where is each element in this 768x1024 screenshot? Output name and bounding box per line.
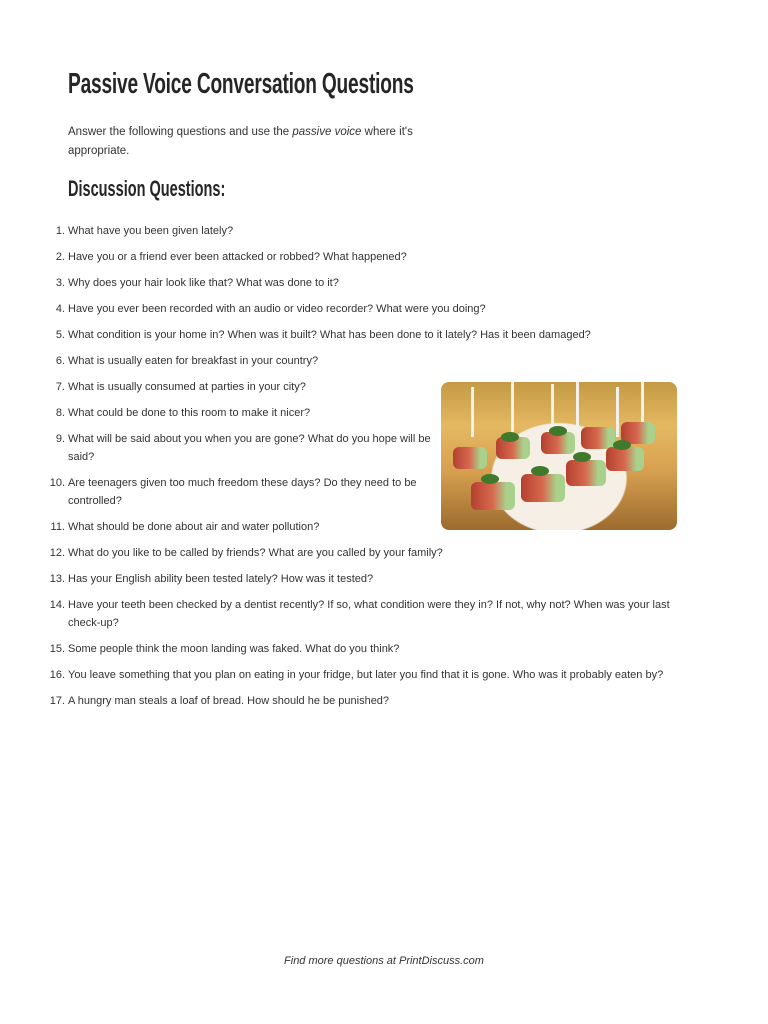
question-text: Why does your hair look like that? What was done to it?: [68, 277, 339, 289]
question-text: Have you ever been recorded with an audio or video recorder? What were you doing?: [68, 303, 486, 315]
question-text: You leave something that you plan on eating in your fridge, but later you find that it is gone. Who was it probably eaten by?: [68, 669, 664, 681]
intro-before: Answer the following questions and use the: [68, 126, 293, 138]
question-number: 6.: [55, 355, 65, 367]
appetizer-photo: [441, 382, 677, 530]
question-text: Have you or a friend ever been attacked or robbed? What happened?: [68, 251, 407, 263]
question-text: What do you like to be called by friends? What are you called by your family?: [68, 547, 443, 559]
question-item: [0, 544, 700, 562]
question-item: [0, 352, 700, 370]
question-item: [0, 222, 700, 240]
question-item: [0, 300, 700, 318]
question-text: Has your English ability been tested lately? How was it tested?: [68, 573, 374, 585]
question-item: [0, 378, 438, 396]
question-number: 16.: [49, 669, 65, 681]
question-text: Are teenagers given too much freedom these days? Do they need to be controlled?: [68, 477, 417, 507]
question-item: [0, 474, 438, 510]
question-text: What condition is your home in? When was it built? What has been done to it lately? Has it been damaged?: [68, 329, 591, 341]
question-number: 9.: [55, 433, 65, 445]
footer-link[interactable]: Find more questions at PrintDiscuss.com: [284, 955, 484, 967]
question-text: What will be said about you when you are gone? What do you hope will be said?: [68, 433, 431, 463]
question-number: 12.: [49, 547, 65, 559]
intro-text: [68, 123, 448, 161]
question-number: 17.: [49, 695, 65, 707]
intro-after: where it's appropriate.: [68, 126, 413, 157]
page-title: Passive Voice Conversation Questions: [68, 68, 414, 100]
question-number: 5.: [55, 329, 65, 341]
question-number: 10.: [49, 477, 65, 489]
question-number: 3.: [55, 277, 65, 289]
question-item: [0, 666, 700, 684]
question-item: [0, 692, 700, 710]
question-text: A hungry man steals a loaf of bread. How should he be punished?: [68, 695, 390, 707]
question-item: [0, 518, 438, 536]
question-number: 7.: [55, 381, 65, 393]
question-text: What is usually eaten for breakfast in your country?: [68, 355, 319, 367]
question-number: 11.: [50, 521, 65, 533]
question-text: Some people think the moon landing was faked. What do you think?: [68, 643, 400, 655]
question-number: 2.: [55, 251, 65, 263]
question-item: [0, 640, 700, 658]
question-number: 13.: [49, 573, 65, 585]
question-text: What should be done about air and water pollution?: [68, 521, 320, 533]
question-item: [0, 326, 700, 344]
question-item: [0, 570, 700, 588]
question-item: [0, 430, 438, 466]
question-number: 15.: [49, 643, 65, 655]
question-text: What is usually consumed at parties in your city?: [68, 381, 306, 393]
question-item: [0, 274, 700, 292]
question-item: [0, 404, 438, 422]
question-number: 4.: [55, 303, 65, 315]
question-text: Have your teeth been checked by a dentist recently? If so, what condition were they in? If not, why not? When was your last check-up?: [68, 599, 670, 629]
question-number: 14.: [49, 599, 65, 611]
question-number: 8.: [55, 407, 65, 419]
intro-emphasis: passive voice: [292, 126, 362, 138]
question-text: What could be done to this room to make it nicer?: [68, 407, 311, 419]
question-item: [0, 596, 700, 632]
question-number: 1.: [55, 225, 65, 237]
section-heading: Discussion Questions:: [68, 176, 226, 201]
question-item: [0, 248, 700, 266]
question-text: What have you been given lately?: [68, 225, 234, 237]
